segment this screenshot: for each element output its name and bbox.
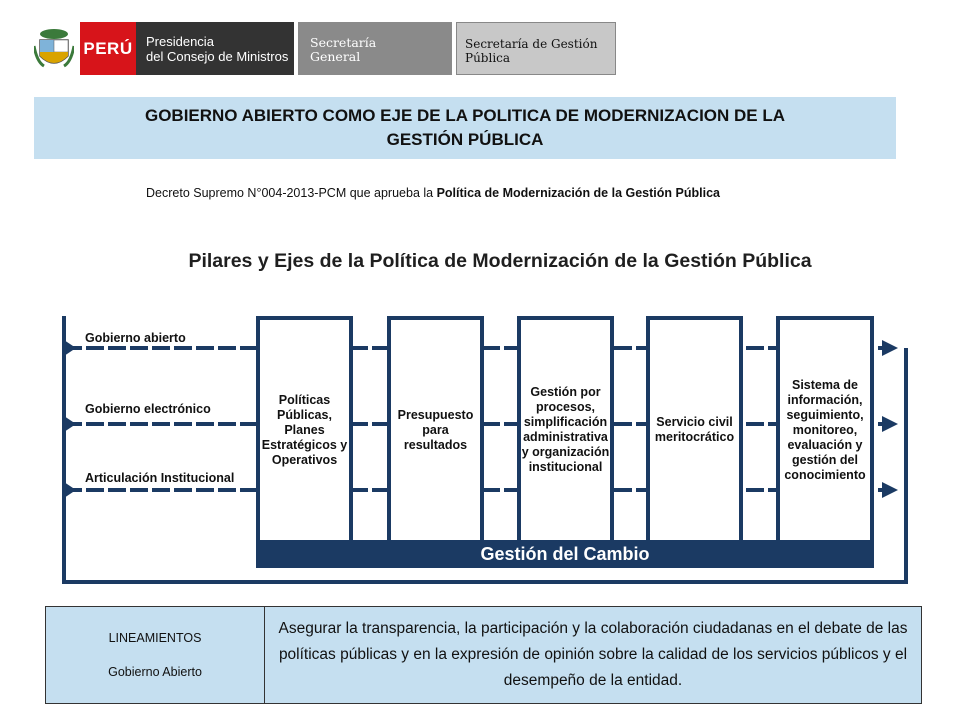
pillar-label: Políticas Públicas, Planes Estratégicos y Operativos [261,392,348,467]
lineamientos-text: Asegurar la transparencia, la participación y la colaboración ciudadanas en el debate de las políticas públicas y en la expresión de opinión sobre la calidad de los servicios públicos y el desempeño de la entidad. [265,607,922,704]
title-line1: GOBIERNO ABIERTO COMO EJE DE LA POLITICA DE MODERNIZACION DE LA [144,106,786,125]
axis-label-articulacion: Articulación Institucional [85,471,235,485]
arrow-in-2 [64,416,76,432]
lineamientos-sublabel: Gobierno Abierto [108,665,202,679]
axis-label-gobierno-abierto: Gobierno abierto [85,331,186,345]
table-row [46,607,922,704]
arrow-in-3 [64,482,76,498]
pillar-gestion-procesos [517,316,614,544]
pillar-label: Sistema de información, seguimiento, monitoreo, evaluación y gestión del conocimiento [784,377,866,482]
pillar-sistema-informacion [776,316,874,544]
decree-prefix: Decreto Supremo N°004-2013-PCM que aprueba la [146,186,437,200]
secretaria-line1: Secretaría [310,35,377,50]
peru-brand: PERÚ [80,22,136,75]
axis-label-gobierno-electronico: Gobierno electrónico [85,402,211,416]
lineamientos-cell [46,607,265,704]
pillar-label: Servicio civil meritocrático [654,415,735,444]
gestion-del-cambio-bar: Gestión del Cambio [256,540,874,568]
secretaria-line2: General [310,49,361,64]
arrow-out-2 [882,416,898,432]
arrow-in-1 [64,340,76,356]
pillar-presupuesto [387,316,484,544]
pillar-politicas [256,316,353,544]
lineamientos-label: LINEAMIENTOS [108,631,202,645]
pillar-servicio-civil [646,316,743,544]
lineamientos-table [45,606,922,704]
pcm-line2: del Consejo de Ministros [146,48,289,64]
arrow-out-3 [882,482,898,498]
sgp-line1: Secretaría de Gestión [465,37,598,51]
diagram-title: Pilares y Ejes de la Política de Modernización de la Gestión Pública [188,250,812,272]
pillar-label: Presupuesto para resultados [397,407,474,452]
title-line2: GESTIÓN PÚBLICA [386,130,544,149]
decree-policy-name: Política de Modernización de la Gestión Pública [436,186,720,200]
pcm-line1: Presidencia [146,33,214,49]
arrow-out-1 [882,340,898,356]
pillar-label: Gestión por procesos, simplificación administrativa y organización institucional [521,385,610,474]
sgp-line2: Pública [465,51,511,65]
